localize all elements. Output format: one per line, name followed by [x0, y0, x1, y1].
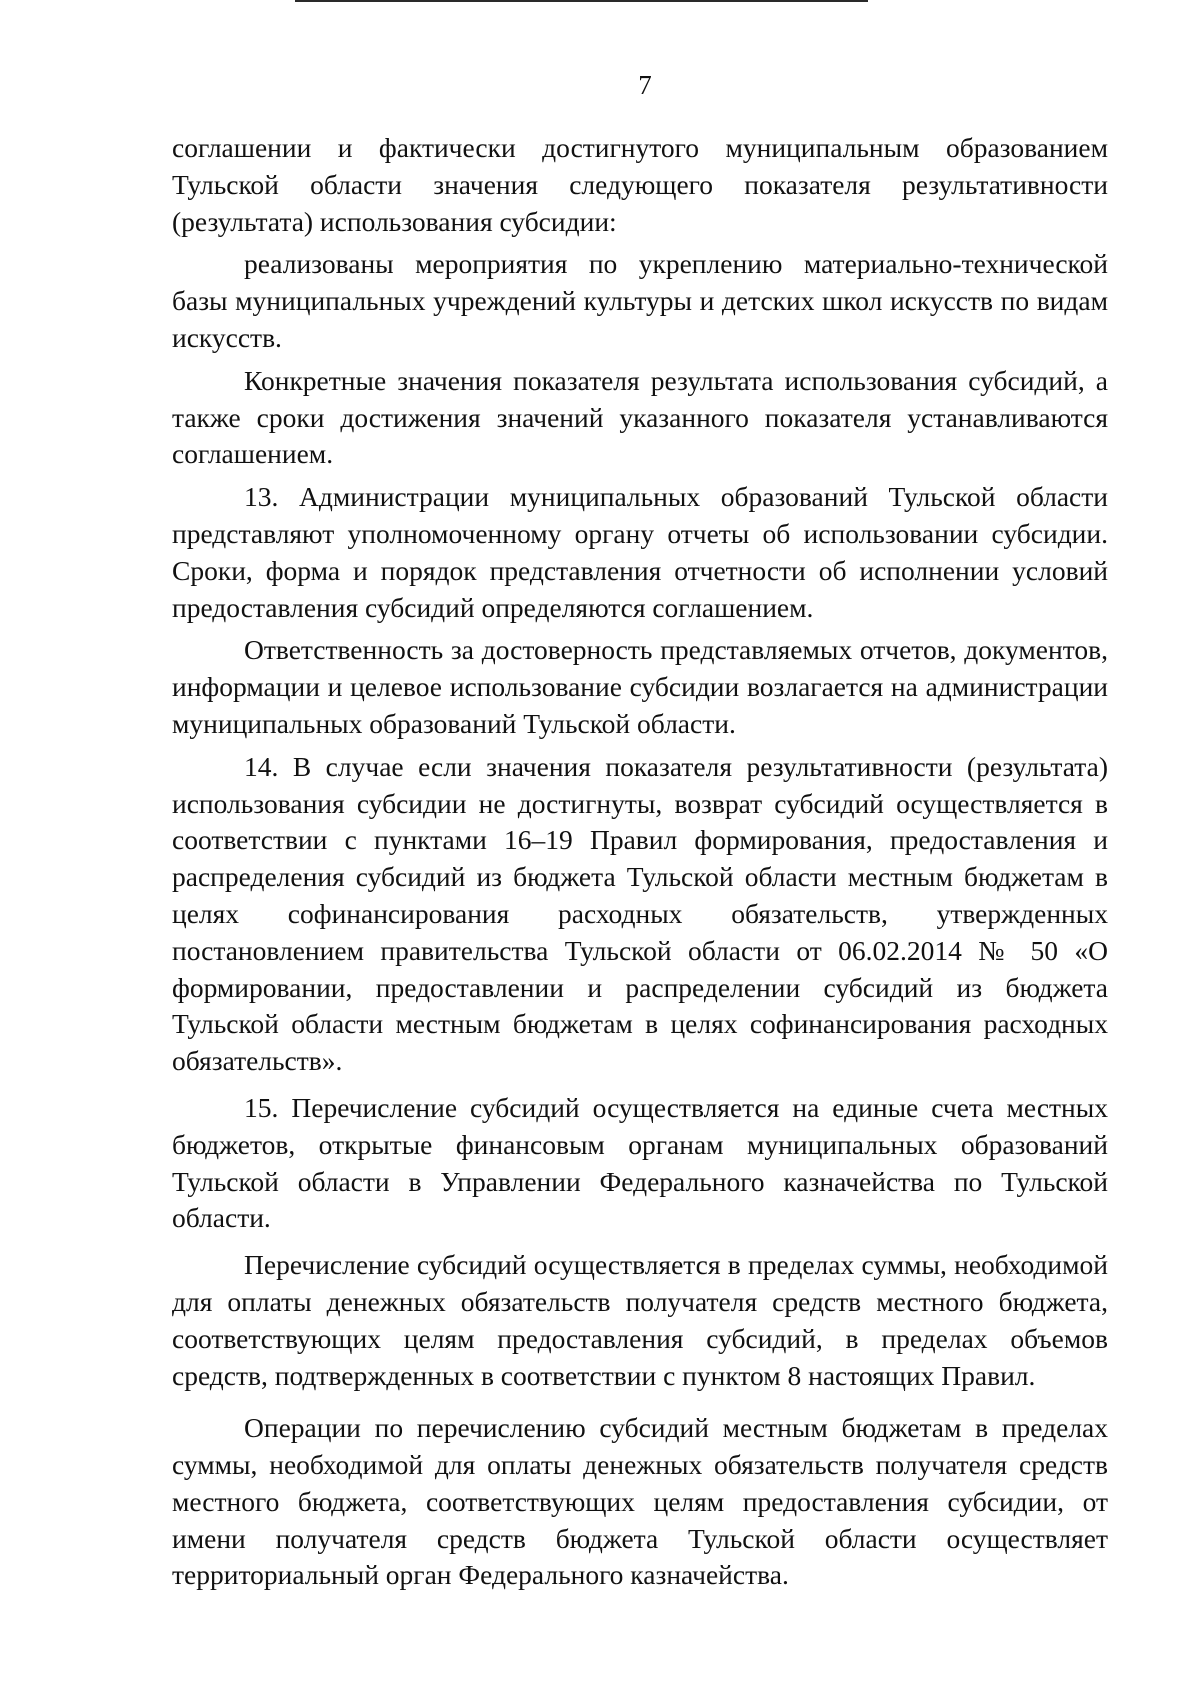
paragraph-transfer-limits: Перечисление субсидий осуществляется в пределах суммы, необходимой для оплаты денежных обязательств получателя средств местного бюджета, соответствующих целям предоставления субсидий, в пределах объемов средств, подтвержденных в соответствии с пунктом 8 настоящих Правил. [172, 1249, 1108, 1391]
paragraph-agreement-indicator: соглашении и фактически достигнутого муниципальным образованием Тульской области значения следующего показателя результативности (результата) использования субсидии: [172, 132, 1108, 237]
paragraph-treasury-operations: Операции по перечислению субсидий местным бюджетам в пределах суммы, необходимой для оплаты денежных обязательств получателя средств местного бюджета, соответствующих целям предоставления субсидии, от имени получателя средств бюджета Тульской области осуществляет территориальный орган Федерального казначейства. [172, 1412, 1108, 1591]
paragraph-result-measures: реализованы мероприятия по укреплению материально-технической базы муниципальных учреждений культуры и детских школ искусств по видам искусств. [172, 248, 1108, 353]
page-number: 7 [638, 70, 652, 100]
header-rule [295, 0, 868, 2]
paragraph-item-13: 13. Администрации муниципальных образований Тульской области представляют уполномоченному органу отчеты об использовании субсидии. Сроки, форма и порядок представления отчетности об исполнении условий предоставления субсидий определяются соглашением. [172, 481, 1108, 623]
document-body [172, 130, 1108, 1594]
paragraph-responsibility: Ответственность за достоверность представляемых отчетов, документов, информации и целевое использование субсидии возлагается на администрации муниципальных образований Тульской области. [172, 634, 1108, 739]
paragraph-item-14: 14. В случае если значения показателя результативности (результата) использования субсидии не достигнуты, возврат субсидий осуществляется в соответствии с пунктами 16–19 Правил формирования, предоставления и распределения субсидий из бюджета Тульской области местным бюджетам в целях софинансирования расходных обязательств, утвержденных постановлением правительства Тульской области от 06.02.2014 № 50 «О формировании, предоставлении и распределении субсидий из бюджета Тульской области местным бюджетам в целях софинансирования расходных обязательств». [172, 750, 1108, 1077]
paragraph-indicator-values: Конкретные значения показателя результата использования субсидий, а также сроки достижения значений указанного показателя устанавливаются соглашением. [172, 364, 1108, 470]
paragraph-item-15: 15. Перечисление субсидий осуществляется на единые счета местных бюджетов, открытые финансовым органам муниципальных образований Тульской области в Управлении Федерального казначейства по Тульской области. [172, 1091, 1108, 1234]
